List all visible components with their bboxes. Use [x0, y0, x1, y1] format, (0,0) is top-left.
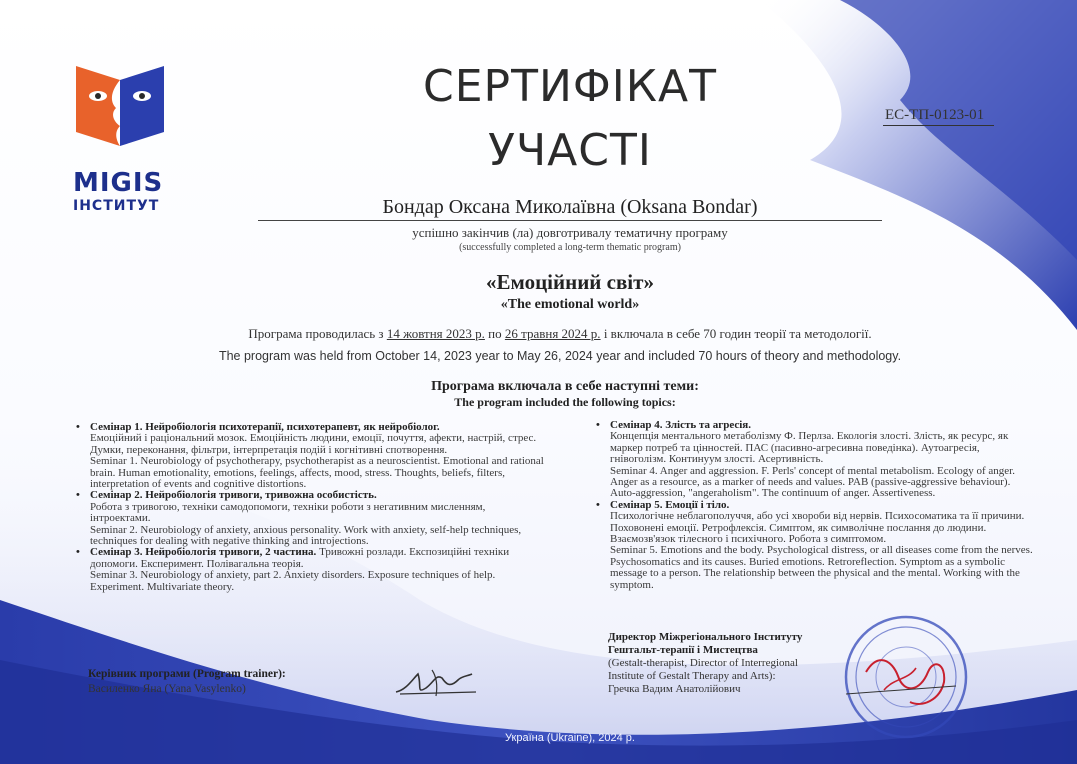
- seminar-item: [76, 490, 546, 547]
- bullet-icon: •: [76, 421, 80, 433]
- seminar-heading: Семінар 3. Нейробіологія тривоги, 2 частина.: [90, 546, 317, 559]
- start-date: 14 жовтня 2023 р.: [386, 326, 485, 341]
- bullet-icon: •: [596, 498, 600, 511]
- seminar-body: Робота з тривогою, техніки самодопомоги, техніки роботи з негативним мисленням, інтроектами.: [90, 500, 486, 525]
- seminar-translation: Seminar 3. Neurobiology of anxiety, part 2. Anxiety disorders. Exposure techniques of help. Experiment. Multivariate theory.: [90, 569, 496, 593]
- program-title-uk: «Емоційний світ»: [486, 270, 654, 294]
- bullet-icon: •: [596, 419, 600, 431]
- seminar-translation: Seminar 5. Emotions and the body. Psychological distress, or all diseases come from the nerves. Psychosomatics and its causes. Buried emotions. Retroreflection. Symptom as a symbolic message to a person. The relationship between the physical and the mental. Working with the symptom.: [610, 544, 1033, 591]
- topics-heading-uk: Програма включала в себе наступні теми:: [431, 379, 699, 394]
- program-dates-en: The program was held from October 14, 2023 year to May 26, 2024 year and included 70 hours of theory and methodology.: [218, 349, 902, 363]
- logo-wordmark: [73, 170, 163, 213]
- held-uk-part3: і включала в себе 70 годин теорії та методології.: [600, 326, 872, 341]
- seminar-list-left: [76, 422, 546, 593]
- director-en-line2: Institute of Gestalt Therapy and Arts):: [608, 670, 776, 682]
- completed-text-en: (successfully completed a long-term thematic program): [459, 242, 681, 253]
- seminar-translation: Seminar 4. Anger and aggression. F. Perls' concept of mental metabolism. Ecology of anger. Anger as a resource, as a marker of needs and values. PAB (passive-aggressive behaviour). Auto-aggression, "angeraholism". The continuum of anger. Assertiveness.: [610, 464, 1015, 500]
- seminar-body: Психологічне неблагополуччя, або усі хвороби від нервів. Психосоматика та її причини. Поховонені емоції. Ретрофлексія. Симптом, як символічне послання до людини. Взаємозв'язок тілесного і психічного. Робота з симптомом.: [610, 510, 1025, 546]
- end-date: 26 травня 2024 р.: [504, 326, 601, 341]
- seminar-body: Концепція ментального метаболізму Ф. Перлза. Екологія злості. Злість, як ресурс, як маркер потреб та цінностей. ПАС (пасивно-агресивна поведінка). Аутоагресія, гнівоголізм. Континуум злості. Асертивність.: [610, 430, 1009, 466]
- trainer-signature-icon: [392, 664, 482, 704]
- bullet-icon: •: [76, 489, 80, 502]
- director-signature-block: [608, 631, 868, 696]
- seminar-heading: Семінар 4. Злість та агресія.: [610, 419, 752, 431]
- seminar-item: [76, 547, 546, 593]
- official-stamp-icon: [836, 612, 976, 742]
- trainer-label: Керівник програми (Program trainer):: [88, 668, 286, 680]
- director-title-line2: Гештальт-терапії і Мистецтва: [608, 644, 758, 656]
- program-title-en: «The emotional world»: [500, 297, 640, 312]
- bullet-icon: •: [76, 546, 80, 559]
- trainer-signature-block: [88, 667, 368, 697]
- director-title-line1: Директор Міжрегіонального Інституту: [608, 631, 803, 643]
- recipient-name: Бондар Оксана Миколаївна (Oksana Bondar): [258, 196, 882, 221]
- seminar-body: Тривожні розлади. Експозиційні техніки допомоги. Експеримент. Полівагальна теорія.: [90, 546, 510, 570]
- held-uk-part1: Програма проводилась з: [248, 326, 387, 341]
- program-dates-uk: [120, 326, 1000, 342]
- footer-place-year: Україна (Ukraine), 2024 р.: [505, 732, 635, 744]
- seminar-item: [596, 420, 1036, 500]
- topics-heading-en: The program included the following topics:: [454, 395, 676, 409]
- seminar-translation: Seminar 2. Neurobiology of anxiety, anxious personality. Work with anxiety, self-help techniques, techniques for dealing with negative thinking and introjections.: [90, 523, 522, 548]
- certificate-code: ЕС-ТП-0123-01: [883, 107, 994, 126]
- director-en-line1: (Gestalt-therapist, Director of Interregional: [608, 657, 798, 669]
- title-line1: СЕРТИФІКАТ: [423, 61, 717, 112]
- seminar-list-right: [596, 420, 1036, 591]
- seminar-heading: Семінар 5. Емоції і тіло.: [610, 498, 730, 511]
- director-name: Гречка Вадим Анатолійович: [608, 683, 741, 695]
- certificate-title: [330, 55, 810, 183]
- title-line2: УЧАСТІ: [488, 125, 652, 176]
- seminar-heading: Семінар 1. Нейробіологія психотерапії, психотерапевт, як нейробіолог.: [90, 421, 440, 433]
- trainer-name: Василенко Яна (Yana Vasylenko): [88, 683, 246, 695]
- seminar-heading: Семінар 2. Нейробіологія тривоги, тривожна особистість.: [90, 489, 377, 502]
- seminar-text: [90, 547, 546, 570]
- completed-text-uk: успішно закінчив (ла) довготривалу тематичну програму: [412, 225, 728, 240]
- logo-line2: ІНСТИТУТ: [73, 198, 160, 214]
- seminar-item: [596, 500, 1036, 591]
- migis-logo-icon: [70, 62, 170, 162]
- logo-line1: MIGIS: [73, 168, 164, 198]
- seminar-translation: Seminar 1. Neurobiology of psychotherapy, psychotherapist as a neuroscientist. Emotional and rational brain. Human emotionality, emotions, feelings, affects, mood, stress. Thoughts, beliefs, filters, interpretation of events and cognitive distortions.: [90, 455, 544, 491]
- seminar-item: [76, 422, 546, 490]
- seminar-body: Емоційний і раціональний мозок. Емоційність людини, емоції, почуття, афекти, настрій, стрес. Думки, переконання, фільтри, інтерпретація подій і когнітивні спотворення.: [90, 432, 537, 456]
- held-uk-part2: по: [484, 326, 505, 341]
